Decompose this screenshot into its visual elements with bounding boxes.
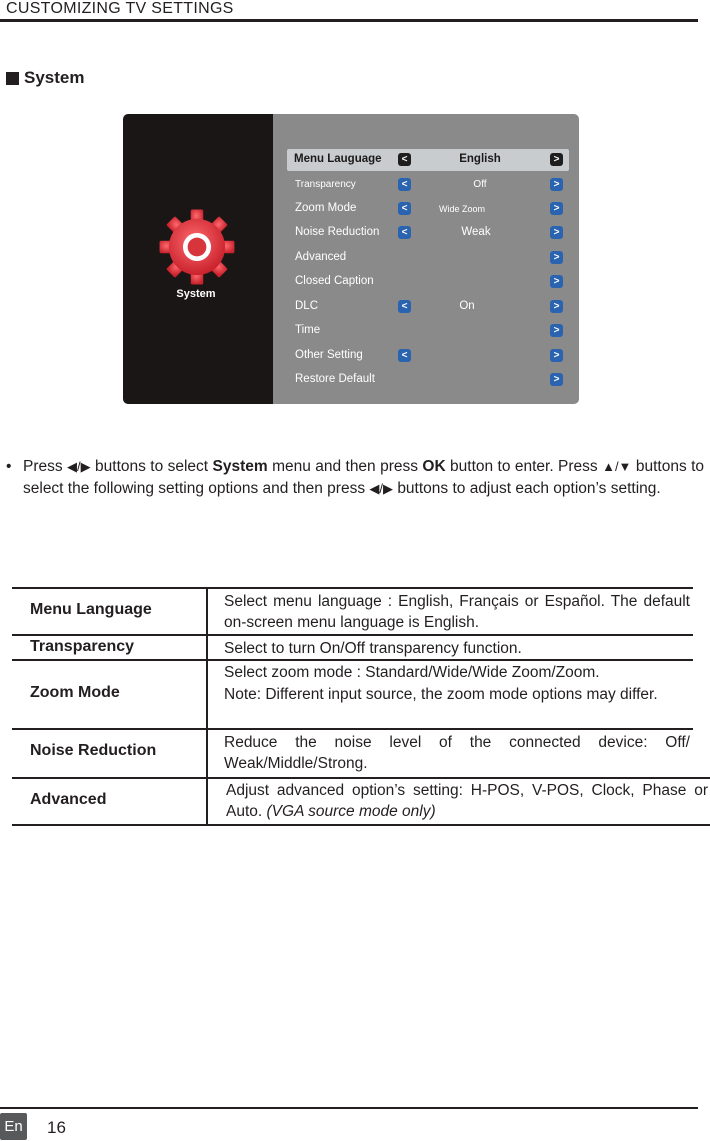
instr-text: buttons to adjust each option’s setting. (397, 480, 661, 497)
menu-item-label: Other Setting (295, 349, 363, 361)
gear-icon (158, 208, 236, 286)
setting-description (226, 780, 708, 822)
instr-text: menu and then press (272, 458, 418, 475)
menu-item-label: Advanced (295, 251, 347, 263)
table-rule (12, 634, 693, 636)
chevron-right-icon[interactable]: > (550, 153, 563, 166)
tv-menu-item-zoom-mode[interactable] (287, 198, 569, 220)
left-right-arrows-icon: ◀/▶ (67, 459, 91, 474)
menu-item-label: Restore Default (295, 373, 375, 385)
menu-item-label: Transparency (295, 179, 356, 190)
table-rule (12, 659, 693, 661)
setting-description: Select zoom mode : Standard/Wide/Wide Zoom/Zoom. (224, 664, 600, 681)
setting-name: Menu Language (30, 601, 152, 618)
menu-item-label: Closed Caption (295, 275, 374, 287)
table-rule (12, 824, 710, 826)
tv-menu-item-closed-caption[interactable] (287, 271, 569, 293)
instruction-text (23, 456, 704, 500)
setting-note: (VGA source mode only) (266, 803, 436, 820)
tv-menu-item-transparency[interactable] (287, 174, 569, 196)
table-rule (12, 728, 693, 730)
chevron-left-icon[interactable]: < (398, 300, 411, 313)
tv-menu-item-restore-default[interactable] (287, 369, 569, 391)
menu-item-value: On (459, 300, 475, 312)
instr-text: button to enter. Press (450, 458, 598, 475)
menu-item-value: English (459, 153, 501, 165)
instr-text: buttons to select the following setting options and then press (23, 458, 705, 497)
chevron-left-icon[interactable]: < (398, 349, 411, 362)
chevron-right-icon[interactable]: > (550, 300, 563, 313)
tv-menu-item-menu-language[interactable] (287, 149, 569, 171)
setting-name: Noise Reduction (30, 742, 157, 759)
menu-item-value: Weak (461, 226, 491, 238)
instr-text: buttons to select (95, 458, 209, 475)
section-heading (6, 68, 84, 88)
table-rule (12, 777, 710, 779)
tv-menu-list (273, 114, 579, 404)
menu-item-value: Off (473, 179, 487, 190)
table-rule (12, 587, 693, 589)
setting-description: Select to turn On/Off transparency function. (224, 640, 522, 657)
table-divider (206, 587, 208, 825)
chevron-right-icon[interactable]: > (550, 226, 563, 239)
menu-item-label: Time (295, 324, 321, 336)
chevron-right-icon[interactable]: > (550, 202, 563, 215)
tv-menu-item-dlc[interactable] (287, 296, 569, 318)
setting-name: Transparency (30, 638, 135, 655)
chevron-right-icon[interactable]: > (550, 275, 563, 288)
menu-item-label: Noise Reduction (295, 226, 380, 238)
instr-keyword-ok: OK (422, 458, 446, 475)
chevron-right-icon[interactable]: > (550, 373, 563, 386)
tv-menu-item-noise-reduction[interactable] (287, 222, 569, 244)
left-right-arrows-icon: ◀/▶ (369, 481, 393, 496)
up-down-arrows-icon: ▲/▼ (602, 459, 632, 474)
setting-description: Reduce the noise level of the connected device: Off/ Weak/Middle/Strong. (224, 734, 690, 772)
tv-sidebar-label: System (176, 288, 216, 300)
language-badge: En (0, 1113, 27, 1140)
setting-note: Note: Different input source, the zoom mode options may differ. (224, 686, 658, 703)
section-title: System (24, 68, 85, 87)
chevron-right-icon[interactable]: > (550, 349, 563, 362)
menu-item-label: Menu Lauguage (294, 153, 382, 165)
instruction-paragraph (6, 456, 704, 500)
chevron-left-icon[interactable]: < (398, 153, 411, 166)
menu-item-label: DLC (295, 300, 319, 312)
instr-text: Press (23, 458, 63, 475)
tv-menu-screenshot (123, 114, 579, 404)
tv-menu-sidebar (123, 114, 273, 404)
menu-item-label: Zoom Mode (295, 202, 357, 214)
setting-name: Zoom Mode (30, 684, 120, 701)
page-header-title: CUSTOMIZING TV SETTINGS (6, 0, 234, 17)
page-number: 16 (47, 1118, 66, 1137)
bullet-icon: • (6, 458, 12, 475)
chevron-left-icon[interactable]: < (398, 178, 411, 191)
chevron-left-icon[interactable]: < (398, 226, 411, 239)
chevron-left-icon[interactable]: < (398, 202, 411, 215)
footer-rule (0, 1107, 698, 1109)
tv-menu-item-advanced[interactable] (287, 247, 569, 269)
header-rule (0, 19, 698, 22)
chevron-right-icon[interactable]: > (550, 178, 563, 191)
setting-name: Advanced (30, 791, 107, 808)
instr-keyword-system: System (212, 458, 268, 475)
chevron-right-icon[interactable]: > (550, 251, 563, 264)
chevron-right-icon[interactable]: > (550, 324, 563, 337)
setting-description: Select menu language : English, Français or Español. The default on-screen menu language is English. (224, 593, 690, 631)
square-bullet-icon (6, 72, 19, 85)
tv-menu-item-time[interactable] (287, 320, 569, 342)
tv-menu-item-other-setting[interactable] (287, 345, 569, 367)
setting-description-text: Adjust advanced option’s setting: H-POS, V-POS, Clock, Phase or Auto. (226, 782, 708, 820)
menu-item-value: Wide Zoom (438, 204, 485, 214)
